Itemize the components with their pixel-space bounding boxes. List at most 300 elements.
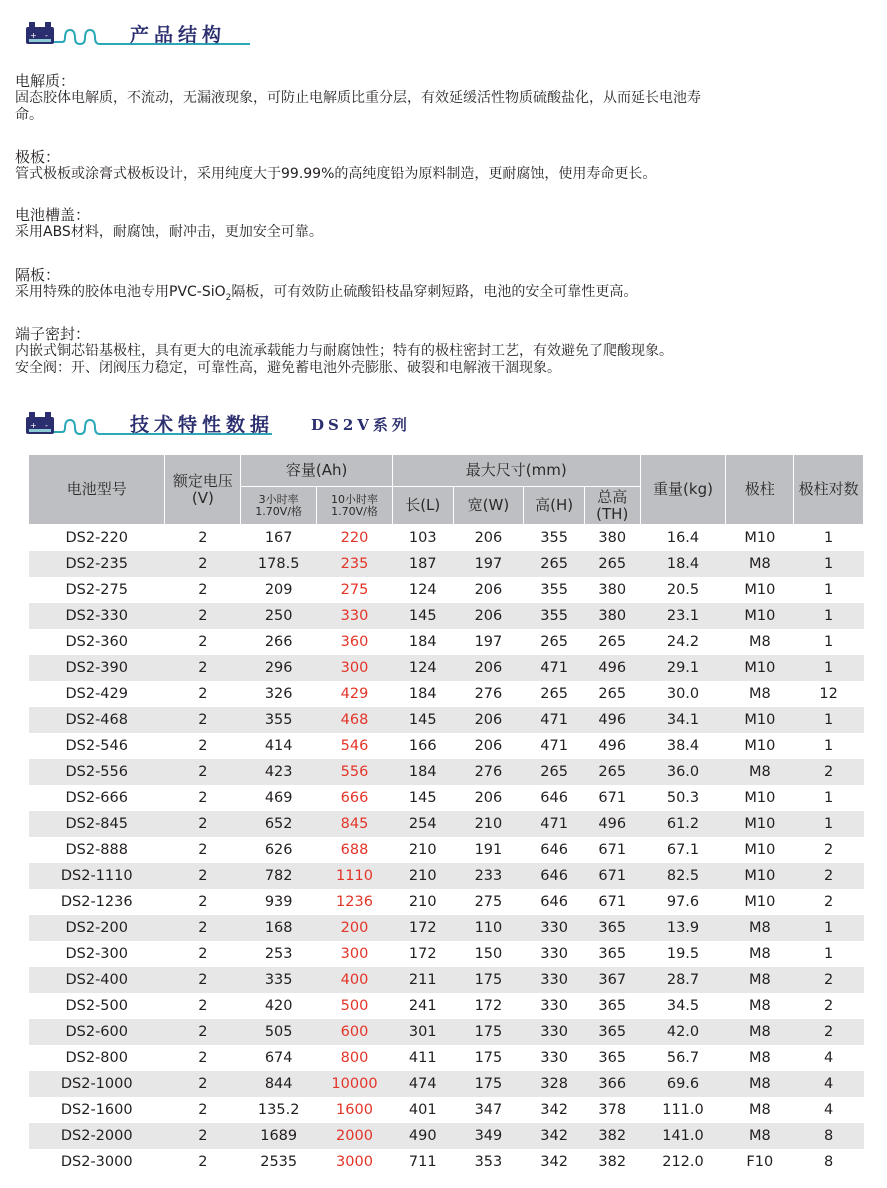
cell-width: 197 (453, 551, 524, 577)
table-row (29, 1045, 864, 1071)
table-row (29, 993, 864, 1019)
cell-total-height: 365 (584, 915, 640, 941)
cell-weight: 18.4 (640, 551, 726, 577)
cell-width: 172 (453, 993, 524, 1019)
cell-height: 265 (524, 551, 585, 577)
cell-capacity-3h: 423 (241, 759, 317, 785)
cell-total-height: 265 (584, 629, 640, 655)
cell-height: 330 (524, 1045, 585, 1071)
cell-weight: 38.4 (640, 733, 726, 759)
table-row (29, 889, 864, 915)
cell-width: 210 (453, 811, 524, 837)
cell-terminal-pairs: 2 (794, 889, 864, 915)
cell-capacity-3h: 335 (241, 967, 317, 993)
cell-width: 175 (453, 1019, 524, 1045)
cell-width: 206 (453, 733, 524, 759)
cell-length: 145 (392, 785, 453, 811)
cell-height: 646 (524, 837, 585, 863)
cell-terminal: M10 (726, 863, 794, 889)
cell-terminal: M8 (726, 1019, 794, 1045)
cell-height: 330 (524, 967, 585, 993)
header-weight: 重量(kg) (640, 455, 726, 525)
cell-terminal-pairs: 8 (794, 1123, 864, 1149)
cell-capacity-10h: 235 (317, 551, 393, 577)
cell-height: 342 (524, 1123, 585, 1149)
cell-capacity-3h: 135.2 (241, 1097, 317, 1123)
cell-total-height: 671 (584, 889, 640, 915)
cell-model: DS2-275 (29, 577, 165, 603)
cell-length: 474 (392, 1071, 453, 1097)
cell-weight: 141.0 (640, 1123, 726, 1149)
cell-length: 241 (392, 993, 453, 1019)
cell-terminal: M10 (726, 837, 794, 863)
cell-total-height: 496 (584, 811, 640, 837)
cell-capacity-10h: 1110 (317, 863, 393, 889)
cell-height: 330 (524, 941, 585, 967)
cell-total-height: 380 (584, 577, 640, 603)
cell-terminal-pairs: 2 (794, 1019, 864, 1045)
cell-terminal: M8 (726, 1123, 794, 1149)
cell-length: 145 (392, 603, 453, 629)
cell-height: 355 (524, 577, 585, 603)
table-row (29, 707, 864, 733)
cell-voltage: 2 (165, 655, 241, 681)
cell-capacity-3h: 674 (241, 1045, 317, 1071)
cell-capacity-3h: 209 (241, 577, 317, 603)
cell-model: DS2-429 (29, 681, 165, 707)
cell-height: 355 (524, 525, 585, 552)
electrolyte-text-line2: 命。 (15, 107, 43, 123)
cell-total-height: 365 (584, 1045, 640, 1071)
cell-capacity-3h: 414 (241, 733, 317, 759)
table-row (29, 577, 864, 603)
cell-model: DS2-300 (29, 941, 165, 967)
cell-weight: 56.7 (640, 1045, 726, 1071)
cell-total-height: 366 (584, 1071, 640, 1097)
cell-model: DS2-845 (29, 811, 165, 837)
cell-terminal: F10 (726, 1149, 794, 1175)
cell-total-height: 265 (584, 551, 640, 577)
table-row (29, 863, 864, 889)
cell-terminal: M10 (726, 733, 794, 759)
cell-capacity-3h: 782 (241, 863, 317, 889)
table-row (29, 733, 864, 759)
cell-voltage: 2 (165, 1097, 241, 1123)
cell-model: DS2-360 (29, 629, 165, 655)
cell-length: 411 (392, 1045, 453, 1071)
cell-length: 145 (392, 707, 453, 733)
cell-height: 342 (524, 1149, 585, 1175)
cell-width: 197 (453, 629, 524, 655)
cell-voltage: 2 (165, 525, 241, 552)
cell-terminal: M8 (726, 1071, 794, 1097)
cell-height: 355 (524, 603, 585, 629)
cell-terminal: M10 (726, 785, 794, 811)
table-row (29, 655, 864, 681)
table-row (29, 811, 864, 837)
cell-capacity-10h: 2000 (317, 1123, 393, 1149)
cell-capacity-10h: 200 (317, 915, 393, 941)
cell-width: 233 (453, 863, 524, 889)
terminal-seal-section (15, 325, 875, 377)
cell-terminal-pairs: 1 (794, 577, 864, 603)
cell-voltage: 2 (165, 1123, 241, 1149)
cell-capacity-3h: 168 (241, 915, 317, 941)
cell-weight: 50.3 (640, 785, 726, 811)
cell-weight: 42.0 (640, 1019, 726, 1045)
cell-model: DS2-600 (29, 1019, 165, 1045)
cell-model: DS2-800 (29, 1045, 165, 1071)
cell-height: 330 (524, 993, 585, 1019)
cell-width: 175 (453, 967, 524, 993)
cell-length: 711 (392, 1149, 453, 1175)
cell-model: DS2-546 (29, 733, 165, 759)
cell-total-height: 382 (584, 1149, 640, 1175)
cell-weight: 23.1 (640, 603, 726, 629)
cell-terminal: M8 (726, 681, 794, 707)
series-subtitle: DS2V系列 (311, 416, 411, 434)
cell-height: 330 (524, 915, 585, 941)
cell-model: DS2-468 (29, 707, 165, 733)
cell-voltage: 2 (165, 915, 241, 941)
cell-weight: 69.6 (640, 1071, 726, 1097)
cell-capacity-3h: 167 (241, 525, 317, 552)
table-row (29, 603, 864, 629)
cell-weight: 30.0 (640, 681, 726, 707)
cell-weight: 16.4 (640, 525, 726, 552)
cell-total-height: 378 (584, 1097, 640, 1123)
cell-voltage: 2 (165, 733, 241, 759)
cell-terminal: M8 (726, 941, 794, 967)
cell-capacity-3h: 1689 (241, 1123, 317, 1149)
cell-capacity-3h: 266 (241, 629, 317, 655)
cell-height: 646 (524, 889, 585, 915)
cell-capacity-10h: 546 (317, 733, 393, 759)
cell-terminal-pairs: 1 (794, 629, 864, 655)
cell-terminal-pairs: 1 (794, 707, 864, 733)
cell-width: 206 (453, 707, 524, 733)
cell-length: 254 (392, 811, 453, 837)
cell-capacity-10h: 500 (317, 993, 393, 1019)
cell-model: DS2-1000 (29, 1071, 165, 1097)
cell-capacity-3h: 420 (241, 993, 317, 1019)
cell-width: 206 (453, 525, 524, 552)
cell-model: DS2-235 (29, 551, 165, 577)
cell-weight: 67.1 (640, 837, 726, 863)
terminal-seal-text-line1: 内嵌式铜芯铅基极柱，具有更大的电流承载能力与耐腐蚀性；特有的极柱密封工艺，有效避免了爬酸现象。 (15, 343, 673, 359)
cell-terminal-pairs: 1 (794, 551, 864, 577)
cell-terminal: M10 (726, 889, 794, 915)
cell-capacity-10h: 556 (317, 759, 393, 785)
cell-terminal-pairs: 4 (794, 1071, 864, 1097)
cell-height: 471 (524, 707, 585, 733)
cell-capacity-3h: 844 (241, 1071, 317, 1097)
cell-width: 353 (453, 1149, 524, 1175)
cell-capacity-10h: 3000 (317, 1149, 393, 1175)
cell-height: 342 (524, 1097, 585, 1123)
svg-text:-: - (45, 31, 48, 40)
cell-width: 110 (453, 915, 524, 941)
cell-terminal: M8 (726, 551, 794, 577)
cell-capacity-10h: 220 (317, 525, 393, 552)
cell-terminal: M8 (726, 915, 794, 941)
cell-capacity-10h: 400 (317, 967, 393, 993)
cell-model: DS2-888 (29, 837, 165, 863)
cell-capacity-10h: 845 (317, 811, 393, 837)
cell-width: 276 (453, 681, 524, 707)
cell-model: DS2-390 (29, 655, 165, 681)
cell-total-height: 496 (584, 655, 640, 681)
cell-length: 172 (392, 941, 453, 967)
cell-height: 471 (524, 733, 585, 759)
table-row (29, 1149, 864, 1175)
header-dimensions: 最大尺寸(mm) (392, 455, 640, 487)
cell-length: 211 (392, 967, 453, 993)
cell-voltage: 2 (165, 759, 241, 785)
cell-height: 646 (524, 863, 585, 889)
cell-capacity-3h: 939 (241, 889, 317, 915)
cell-model: DS2-2000 (29, 1123, 165, 1149)
cell-total-height: 671 (584, 785, 640, 811)
cell-capacity-3h: 326 (241, 681, 317, 707)
cell-capacity-10h: 600 (317, 1019, 393, 1045)
cell-length: 103 (392, 525, 453, 552)
technical-data-table (28, 454, 864, 1175)
cell-total-height: 671 (584, 863, 640, 889)
electrolyte-section (15, 72, 875, 124)
cell-capacity-10h: 330 (317, 603, 393, 629)
separator-text-post: 隔板，可有效防止硫酸铅枝晶穿刺短路，电池的安全可靠性更高。 (231, 284, 638, 300)
cell-terminal-pairs: 2 (794, 967, 864, 993)
cell-voltage: 2 (165, 993, 241, 1019)
cell-width: 206 (453, 603, 524, 629)
separator-text-sub: 2 (225, 292, 232, 303)
cell-weight: 36.0 (640, 759, 726, 785)
cell-length: 184 (392, 629, 453, 655)
cell-height: 471 (524, 655, 585, 681)
header-total-height: 总高(TH) (584, 487, 640, 525)
header-terminal-pairs: 极柱对数 (794, 455, 864, 525)
container-text: 采用ABS材料，耐腐蚀，耐冲击，更加安全可靠。 (15, 224, 323, 240)
cell-terminal: M8 (726, 629, 794, 655)
cell-capacity-10h: 360 (317, 629, 393, 655)
cell-weight: 28.7 (640, 967, 726, 993)
header-model: 电池型号 (29, 455, 165, 525)
cell-total-height: 365 (584, 941, 640, 967)
cell-terminal-pairs: 1 (794, 603, 864, 629)
svg-text:-: - (45, 421, 48, 430)
cell-width: 275 (453, 889, 524, 915)
cell-model: DS2-556 (29, 759, 165, 785)
cell-weight: 19.5 (640, 941, 726, 967)
cell-width: 349 (453, 1123, 524, 1149)
cell-terminal-pairs: 2 (794, 993, 864, 1019)
header-length: 长(L) (392, 487, 453, 525)
cell-width: 206 (453, 785, 524, 811)
table-row (29, 915, 864, 941)
electrolyte-text-line1: 固态胶体电解质，不流动，无漏液现象，可防止电解质比重分层，有效延缓活性物质硫酸盐化，从而延长电池寿 (15, 90, 701, 106)
cell-terminal: M10 (726, 577, 794, 603)
cell-voltage: 2 (165, 681, 241, 707)
cell-length: 210 (392, 889, 453, 915)
terminal-seal-text-line2: 安全阀：开、闭阀压力稳定，可靠性高，避免蓄电池外壳膨胀、破裂和电解液干涸现象。 (15, 360, 561, 376)
cell-capacity-10h: 300 (317, 655, 393, 681)
cell-capacity-10h: 1600 (317, 1097, 393, 1123)
table-row (29, 759, 864, 785)
cell-height: 330 (524, 1019, 585, 1045)
section-title: 技术特性数据 (130, 414, 275, 436)
header-capacity: 容量(Ah) (241, 455, 393, 487)
separator-label: 隔板： (15, 266, 61, 284)
cell-terminal-pairs: 1 (794, 811, 864, 837)
cell-capacity-10h: 300 (317, 941, 393, 967)
cell-total-height: 496 (584, 707, 640, 733)
cell-terminal: M8 (726, 1045, 794, 1071)
table-row (29, 525, 864, 552)
section-header-product-structure (22, 16, 482, 52)
cell-height: 265 (524, 681, 585, 707)
cell-terminal-pairs: 1 (794, 525, 864, 552)
cell-total-height: 367 (584, 967, 640, 993)
table-row (29, 1019, 864, 1045)
plate-label: 极板： (15, 148, 61, 166)
cell-length: 210 (392, 837, 453, 863)
cell-model: DS2-330 (29, 603, 165, 629)
cell-length: 187 (392, 551, 453, 577)
cell-voltage: 2 (165, 1019, 241, 1045)
cell-terminal: M8 (726, 759, 794, 785)
cell-terminal-pairs: 4 (794, 1097, 864, 1123)
header-width: 宽(W) (453, 487, 524, 525)
cell-terminal: M10 (726, 811, 794, 837)
cell-voltage: 2 (165, 941, 241, 967)
cell-total-height: 496 (584, 733, 640, 759)
cell-weight: 97.6 (640, 889, 726, 915)
cell-total-height: 380 (584, 525, 640, 552)
cell-total-height: 265 (584, 759, 640, 785)
cell-model: DS2-666 (29, 785, 165, 811)
cell-terminal-pairs: 1 (794, 915, 864, 941)
cell-terminal-pairs: 1 (794, 785, 864, 811)
cell-weight: 111.0 (640, 1097, 726, 1123)
cell-terminal: M10 (726, 655, 794, 681)
cell-model: DS2-1236 (29, 889, 165, 915)
cell-capacity-3h: 355 (241, 707, 317, 733)
cell-capacity-3h: 2535 (241, 1149, 317, 1175)
cell-voltage: 2 (165, 577, 241, 603)
cell-weight: 20.5 (640, 577, 726, 603)
plate-section (15, 148, 875, 183)
container-label: 电池槽盖： (15, 206, 91, 224)
cell-weight: 34.1 (640, 707, 726, 733)
header-capacity-10h: 10小时率1.70V/格 (317, 487, 393, 525)
cell-length: 210 (392, 863, 453, 889)
cell-terminal: M10 (726, 603, 794, 629)
cell-total-height: 365 (584, 1019, 640, 1045)
cell-voltage: 2 (165, 863, 241, 889)
table-row (29, 551, 864, 577)
cell-voltage: 2 (165, 837, 241, 863)
cell-capacity-10h: 1236 (317, 889, 393, 915)
cell-model: DS2-400 (29, 967, 165, 993)
svg-text:+: + (30, 31, 37, 40)
cell-capacity-3h: 296 (241, 655, 317, 681)
cell-voltage: 2 (165, 629, 241, 655)
cell-voltage: 2 (165, 1149, 241, 1175)
cell-voltage: 2 (165, 811, 241, 837)
cell-voltage: 2 (165, 967, 241, 993)
cell-terminal-pairs: 2 (794, 863, 864, 889)
cell-length: 184 (392, 759, 453, 785)
electrolyte-label: 电解质： (15, 72, 76, 90)
cell-terminal: M8 (726, 1097, 794, 1123)
cell-terminal-pairs: 1 (794, 941, 864, 967)
cell-weight: 82.5 (640, 863, 726, 889)
cell-length: 184 (392, 681, 453, 707)
header-terminal: 极柱 (726, 455, 794, 525)
cell-voltage: 2 (165, 785, 241, 811)
cell-terminal: M10 (726, 525, 794, 552)
cell-height: 646 (524, 785, 585, 811)
cell-weight: 34.5 (640, 993, 726, 1019)
cell-terminal-pairs: 2 (794, 837, 864, 863)
cell-length: 490 (392, 1123, 453, 1149)
cell-capacity-10h: 666 (317, 785, 393, 811)
section-title: 产品结构 (130, 24, 227, 46)
cell-capacity-10h: 800 (317, 1045, 393, 1071)
container-section (15, 206, 875, 241)
table-row (29, 785, 864, 811)
cell-weight: 24.2 (640, 629, 726, 655)
cell-height: 265 (524, 629, 585, 655)
cell-voltage: 2 (165, 551, 241, 577)
cell-length: 301 (392, 1019, 453, 1045)
cell-capacity-10h: 10000 (317, 1071, 393, 1097)
table-row (29, 1097, 864, 1123)
table-row (29, 837, 864, 863)
header-capacity-3h: 3小时率1.70V/格 (241, 487, 317, 525)
cell-height: 328 (524, 1071, 585, 1097)
header-height: 高(H) (524, 487, 585, 525)
cell-capacity-3h: 250 (241, 603, 317, 629)
cell-width: 347 (453, 1097, 524, 1123)
cell-model: DS2-1600 (29, 1097, 165, 1123)
cell-length: 124 (392, 577, 453, 603)
cell-length: 124 (392, 655, 453, 681)
cell-total-height: 365 (584, 993, 640, 1019)
table-row (29, 967, 864, 993)
cell-capacity-3h: 505 (241, 1019, 317, 1045)
table-row (29, 629, 864, 655)
plate-text: 管式极板或涂膏式极板设计，采用纯度大于99.99%的高纯度铅为原料制造，更耐腐蚀，使用寿命更长。 (15, 166, 657, 182)
cell-width: 206 (453, 577, 524, 603)
cell-capacity-3h: 652 (241, 811, 317, 837)
cell-width: 191 (453, 837, 524, 863)
cell-width: 276 (453, 759, 524, 785)
cell-length: 401 (392, 1097, 453, 1123)
cell-voltage: 2 (165, 889, 241, 915)
cell-terminal-pairs: 8 (794, 1149, 864, 1175)
cell-capacity-10h: 468 (317, 707, 393, 733)
cell-total-height: 265 (584, 681, 640, 707)
cell-voltage: 2 (165, 1045, 241, 1071)
cell-length: 172 (392, 915, 453, 941)
svg-text:+: + (30, 421, 37, 430)
cell-width: 150 (453, 941, 524, 967)
cell-weight: 13.9 (640, 915, 726, 941)
section-header-technical-data (22, 406, 482, 442)
cell-capacity-10h: 275 (317, 577, 393, 603)
